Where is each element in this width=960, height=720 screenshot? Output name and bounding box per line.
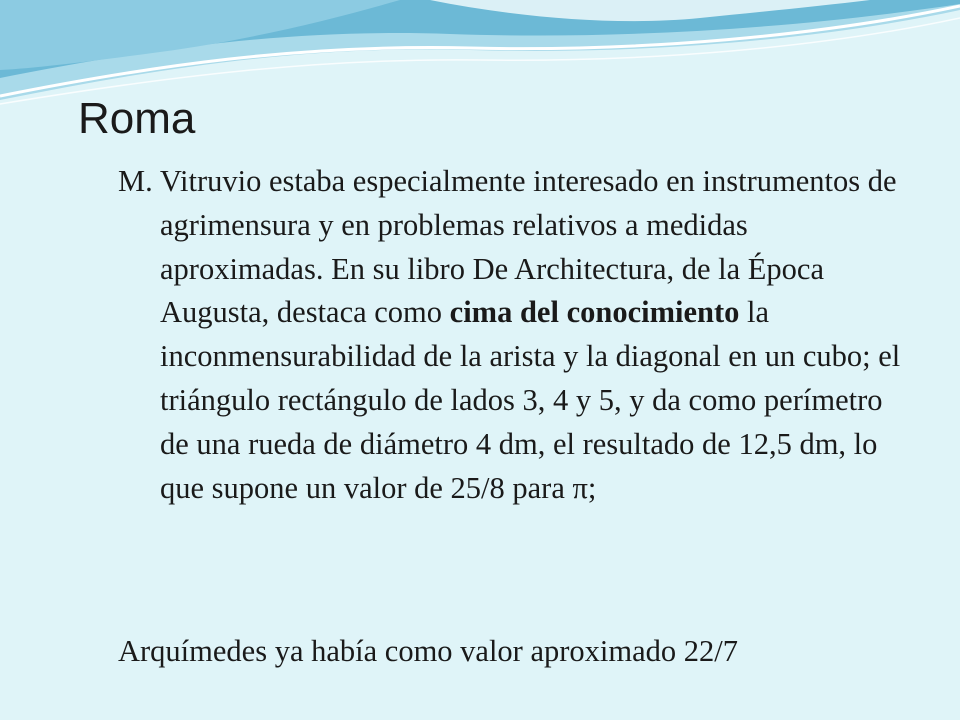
paragraph-text-start: M. Vitruvio estaba especialmente interesado en instrumentos de agrimensura y en problemas relativos a medidas aproximadas. En su libro De Architectura, de la Época Augusta, destaca como [118, 164, 897, 330]
closing-line: Arquímedes ya había como valor aproximado 22/7 [118, 634, 738, 668]
main-paragraph [118, 160, 908, 510]
bold-phrase: cima del conocimiento [449, 295, 740, 330]
vitruvio-paragraph [118, 160, 908, 510]
paragraph-text-end: la inconmensurabilidad de la arista y la diagonal en un cubo; el triángulo rectángulo de lados 3, 4 y 5, y da como perímetro de una rueda de diámetro 4 dm, el resultado de 12,5 dm, lo que supone un valor de 25/8 para π; [160, 295, 901, 505]
slide-title: Roma [78, 94, 196, 143]
